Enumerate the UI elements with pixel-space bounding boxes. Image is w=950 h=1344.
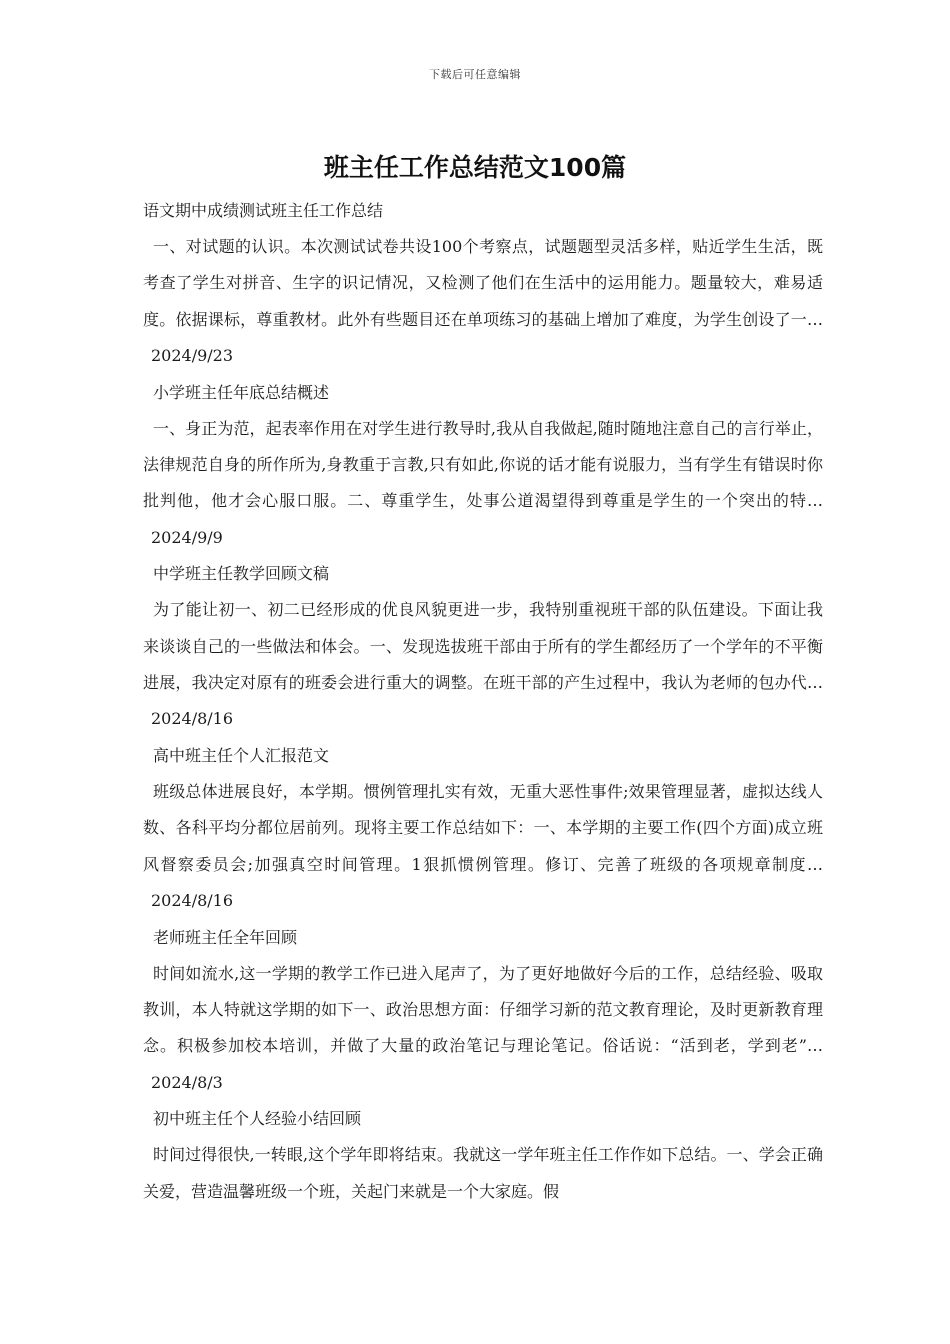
entry-date: 2024/8/16 — [151, 891, 234, 911]
entry-text: 时间过得很快,一转眼,这个学年即将结束。我就这一学年班主任工作作如下总结。一、学会正确关爱，营造温馨班级一个班，关起门来就是一个大家庭。假 — [143, 1145, 823, 1201]
summary-entry — [143, 1101, 823, 1210]
entry-text: 班级总体进展良好，本学期。惯例管理扎实有效，无重大恶性事件;效果管理显著，虚拟达线人数、各科平均分都位居前列。现将主要工作总结如下：一、本学期的主要工作(四个方面)成立班风督察委员会;加强真空时间管理。1狠抓惯例管理。修订、完善了班级的各项规章制度… — [143, 781, 823, 874]
entry-date: 2024/9/9 — [151, 527, 223, 547]
entry-title: 小学班主任年底总结概述 — [153, 382, 330, 402]
entry-excerpt — [143, 1137, 823, 1210]
entry-title: 语文期中成绩测试班主任工作总结 — [143, 201, 384, 220]
summary-entry — [143, 375, 823, 557]
entry-title: 初中班主任个人经验小结回顾 — [153, 1109, 362, 1129]
entry-excerpt — [143, 229, 823, 375]
entry-excerpt — [143, 774, 823, 920]
summary-entry — [143, 738, 823, 920]
document-body — [143, 193, 823, 1210]
entry-excerpt — [143, 411, 823, 557]
entry-text: 一、身正为范，起表率作用在对学生进行教导时,我从自我做起,随时随地注意自己的言行举止，法律规范自身的所作所为,身教重于言教,只有如此,你说的话才能有说服力，当有学生有错误时你批判他，他才会心服口服。二、尊重学生，处事公道渴望得到尊重是学生的一个突出的特… — [143, 418, 823, 511]
entry-text: 为了能让初一、初二已经形成的优良风貌更进一步，我特别重视班干部的队伍建设。下面让我来谈谈自己的一些做法和体会。一、发现选拔班干部由于所有的学生都经历了一个学年的不平衡进展，我决定对原有的班委会进行重大的调整。在班干部的产生过程中，我认为老师的包办代… — [143, 600, 823, 693]
summary-entry — [143, 556, 823, 738]
entry-date: 2024/9/23 — [151, 346, 234, 366]
entry-title: 中学班主任教学回顾文稿 — [153, 564, 330, 584]
entry-text: 时间如流水,这一学期的教学工作已进入尾声了，为了更好地做好今后的工作，总结经验、吸取教训，本人特就这学期的如下一、政治思想方面：仔细学习新的范文教育理论，及时更新教育理念。积极参加校本培训，并做了大量的政治笔记与理论笔记。俗话说：“活到老，学到老”… — [143, 963, 823, 1056]
entry-title: 高中班主任个人汇报范文 — [153, 745, 330, 765]
header-note: 下载后可任意编辑 — [429, 68, 521, 81]
document-title: 班主任工作总结范文100篇 — [323, 153, 627, 182]
entry-title: 老师班主任全年回顾 — [153, 927, 298, 947]
entry-text: 一、对试题的认识。本次测试试卷共设100个考察点，试题题型灵活多样，贴近学生生活，既考查了学生对拼音、生字的识记情况，又检测了他们在生活中的运用能力。题量较大，难易适度。依据课标，尊重教材。此外有些题目还在单项练习的基础上增加了难度，为学生创设了一… — [143, 237, 823, 329]
summary-entry — [143, 193, 823, 375]
entry-date: 2024/8/3 — [151, 1072, 223, 1092]
summary-entry — [143, 920, 823, 1102]
entry-excerpt — [143, 956, 823, 1102]
entry-excerpt — [143, 592, 823, 738]
entry-date: 2024/8/16 — [151, 709, 234, 729]
